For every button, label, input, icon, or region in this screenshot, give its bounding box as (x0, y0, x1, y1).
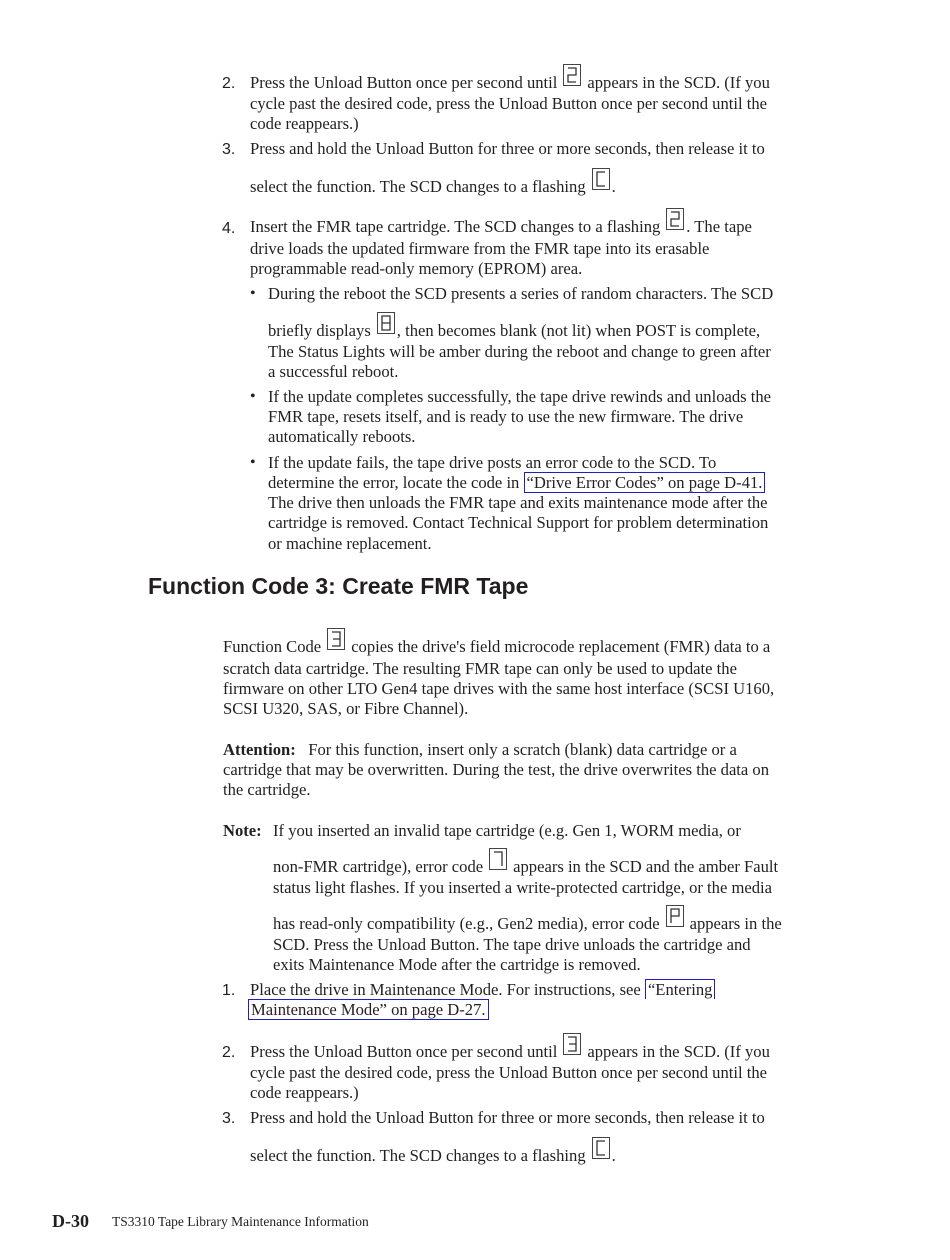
step-text: drive loads the updated firmware from the FMR tape into its erasable (250, 239, 710, 258)
scd-c-icon (592, 168, 610, 190)
step-number: 4. (222, 220, 236, 237)
note-text: If you inserted an invalid tape cartridge (e.g. Gen 1, WORM media, or (273, 821, 741, 840)
step-text: select the function. The SCD changes to a flashing . (250, 168, 616, 197)
bullet-text: or machine replacement. (268, 534, 432, 553)
scd-2-icon (563, 64, 581, 86)
step-text: cycle past the desired code, press the Unload Button once per second until the (250, 94, 768, 113)
step-text: code reappears.) (250, 114, 359, 133)
step-text: select the function. The SCD changes to a flashing . (250, 1137, 616, 1166)
step-text: cycle past the desired code, press the Unload Button once per second until the (250, 1063, 768, 1082)
drive-error-codes-link[interactable]: “Drive Error Codes” on page D-41. (524, 472, 766, 493)
step-number: 3. (222, 141, 236, 158)
step-text: Press the Unload Button once per second until appears in the SCD. (If you (250, 1033, 770, 1062)
scd-3-icon (327, 628, 345, 650)
bullet-text: If the update fails, the tape drive posts an error code to the SCD. To (268, 453, 717, 472)
note-text: status light flashes. If you inserted a write-protected cartridge, or the media (273, 878, 773, 897)
step-text: Press and hold the Unload Button for three or more seconds, then release it to (250, 139, 765, 158)
attention-text: the cartridge. (223, 780, 311, 799)
attention-label: Attention: (223, 740, 296, 759)
step-text (248, 1000, 489, 1020)
bullet-text: The drive then unloads the FMR tape and exits maintenance mode after the (268, 493, 768, 512)
scd-2-icon (666, 208, 684, 230)
step-text: Press the Unload Button once per second until appears in the SCD. (If you (250, 64, 770, 93)
intro-text: Function Code copies the drive's field microcode replacement (FMR) data to a (223, 628, 770, 657)
step-text: code reappears.) (250, 1083, 359, 1102)
bullet-mark: • (250, 285, 256, 302)
step-number: 2. (222, 75, 236, 92)
bullet-text: If the update completes successfully, the tape drive rewinds and unloads the (268, 387, 772, 406)
bullet-text: a successful reboot. (268, 362, 399, 381)
bullet-text: During the reboot the SCD presents a series of random characters. The SCD (268, 284, 774, 303)
note-label: Note: (223, 821, 262, 840)
intro-text: firmware on other LTO Gen4 tape drives with the same host interface (SCSI U160, (223, 679, 775, 698)
step-text: programmable read-only memory (EPROM) area. (250, 259, 583, 278)
step-number: 2. (222, 1044, 236, 1061)
bullet-text: automatically reboots. (268, 427, 416, 446)
bullet-text: cartridge is removed. Contact Technical Support for problem determination (268, 513, 769, 532)
intro-text: scratch data cartridge. The resulting FMR tape can only be used to update the (223, 659, 737, 678)
step-text: Place the drive in Maintenance Mode. For instructions, see “Entering (250, 980, 715, 1000)
scd-c-icon (592, 1137, 610, 1159)
scd-p-icon (666, 905, 684, 927)
bullet-mark: • (250, 454, 256, 471)
scd-7-icon (489, 848, 507, 870)
bullet-text: FMR tape, resets itself, and is ready to use the new firmware. The drive (268, 407, 744, 426)
step-number: 3. (222, 1110, 236, 1127)
step-text: Insert the FMR tape cartridge. The SCD changes to a flashing . The tape (250, 208, 752, 237)
intro-text: SCSI U320, SAS, or Fibre Channel). (223, 699, 469, 718)
bullet-text: briefly displays , then becomes blank (not lit) when POST is complete, (268, 312, 760, 341)
note-text: exits Maintenance Mode after the cartridge is removed. (273, 955, 641, 974)
attention-text: cartridge that may be overwritten. During the test, the drive overwrites the data on (223, 760, 770, 779)
note-text: non-FMR cartridge), error code appears in the SCD and the amber Fault (273, 848, 778, 877)
note-text: has read-only compatibility (e.g., Gen2 media), error code appears in the (273, 905, 782, 934)
bullet-text: The Status Lights will be amber during the reboot and change to green after (268, 342, 771, 361)
note-text: SCD. Press the Unload Button. The tape drive unloads the cartridge and (273, 935, 751, 954)
scd-3-icon (563, 1033, 581, 1055)
footer-title: TS3310 Tape Library Maintenance Information (112, 1214, 369, 1229)
step-number: 1. (222, 982, 236, 999)
attention-text: Attention: For this function, insert only a scratch (blank) data cartridge or a (223, 740, 737, 759)
step-text: Press and hold the Unload Button for three or more seconds, then release it to (250, 1108, 765, 1127)
entering-maintenance-mode-link[interactable]: Maintenance Mode” on page D-27. (248, 999, 489, 1020)
page-number: D-30 (52, 1211, 89, 1231)
scd-8-icon (377, 312, 395, 334)
entering-maintenance-mode-link[interactable]: “Entering (645, 979, 716, 999)
section-heading: Function Code 3: Create FMR Tape (148, 573, 529, 599)
bullet-text: determine the error, locate the code in “Drive Error Codes” on page D-41. (268, 473, 765, 493)
bullet-mark: • (250, 388, 256, 405)
